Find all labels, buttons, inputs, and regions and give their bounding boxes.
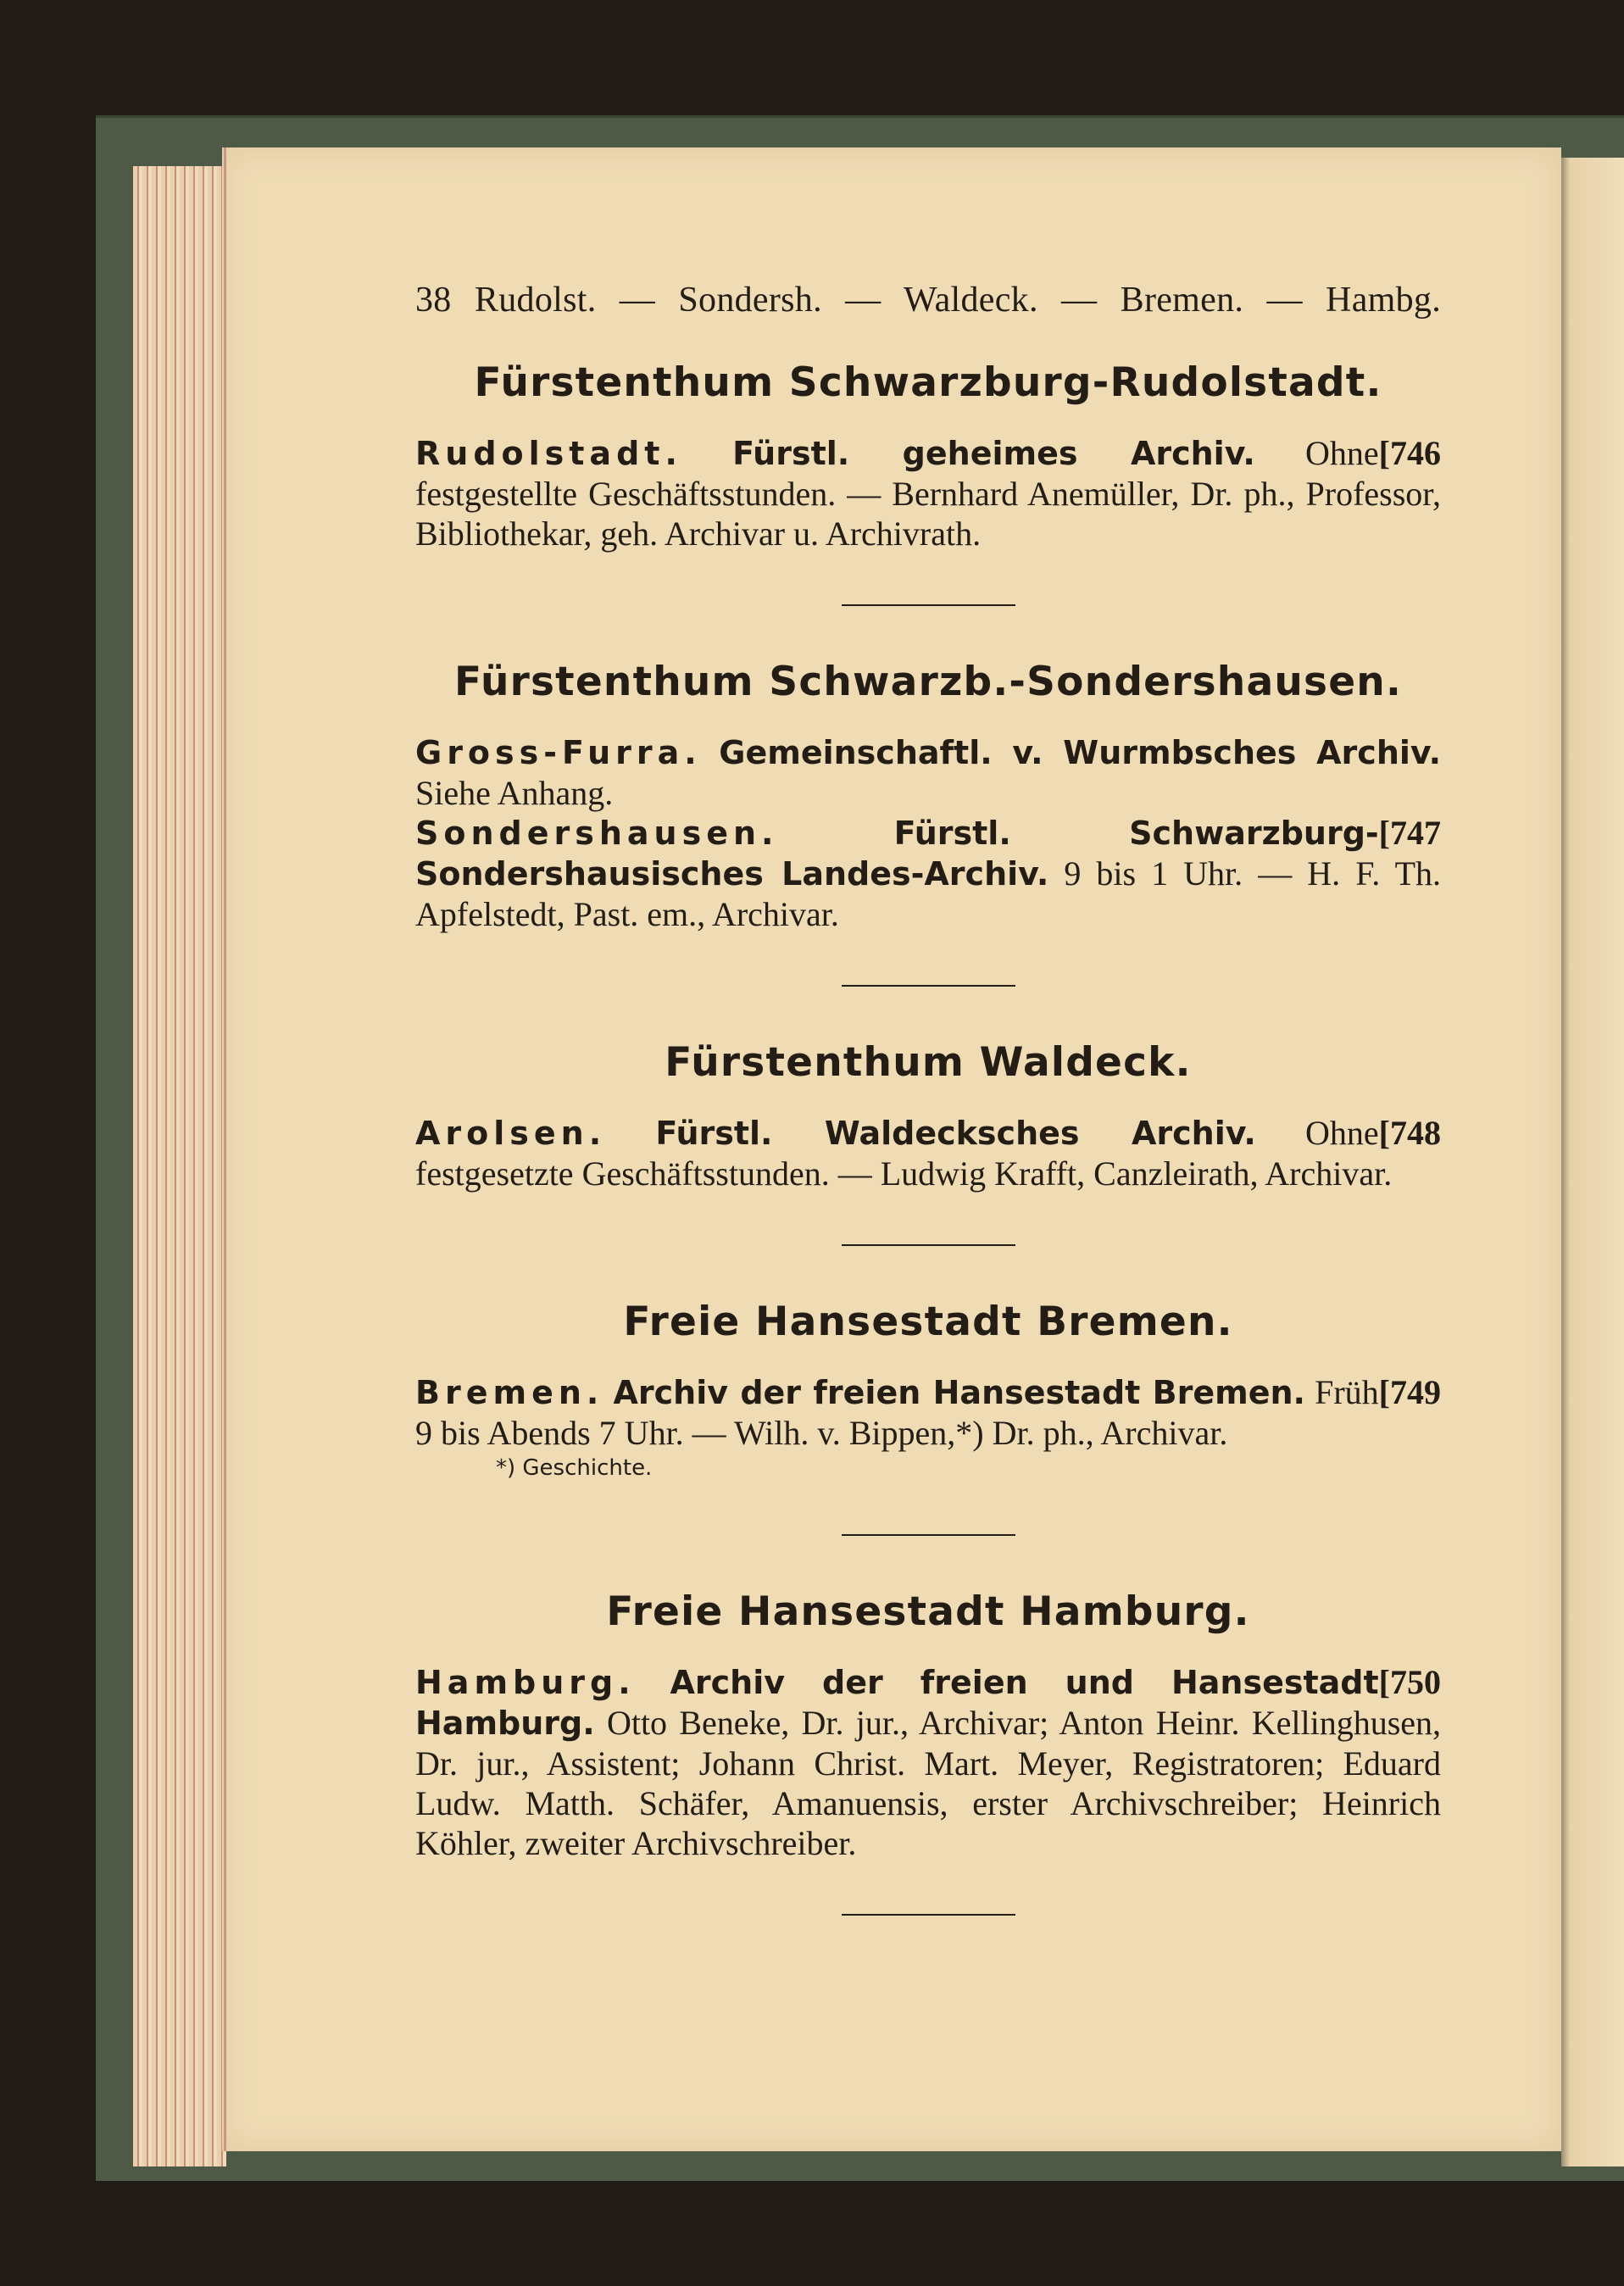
entry-number: [749 (1378, 1373, 1441, 1411)
running-title: Rudolst. — Sondersh. — Waldeck. — Bremen. — Hambg. (474, 281, 1442, 320)
entry-body: 9 bis 1 Uhr. — H. F. Th. Apfelstedt, Past. em., Archivar. (415, 854, 1442, 933)
entry-place: Gross-Furra. (415, 734, 702, 771)
entry-number: [748 (1378, 1114, 1441, 1152)
archive-entry (415, 732, 1441, 813)
entry-institution: Fürstl. geheimes Archiv. (732, 435, 1255, 472)
archive-entry (415, 813, 1441, 934)
footnote: *) Geschichte. (496, 1455, 653, 1481)
entry-number: [750 (1378, 1663, 1441, 1701)
section-divider (842, 1534, 1015, 1536)
entry-institution: Archiv der freien Hansestadt Bremen. (613, 1374, 1305, 1411)
entry-institution: Fürstl. Waldecksches Archiv. (655, 1115, 1256, 1152)
entry-institution: Archiv der freien und Hansestadt Hamburg. (415, 1664, 1379, 1742)
entry-place: Arolsen. (415, 1115, 607, 1152)
page-number: 38 (415, 281, 452, 320)
section-title: Freie Hansestadt Bremen. (623, 1299, 1233, 1345)
page-edges (133, 166, 226, 2166)
section-title: Freie Hansestadt Hamburg. (606, 1588, 1250, 1635)
entry-body: Ohne festgesetzte Geschäftsstunden. — Ludwig Krafft, Canzleirath, Archivar. (415, 1114, 1393, 1193)
section-title: Fürstenthum Waldeck. (665, 1039, 1192, 1086)
entry-place: Hamburg. (415, 1664, 636, 1701)
facing-page-edge (1561, 158, 1624, 2166)
archive-entry (415, 433, 1441, 553)
entry-institution: Gemeinschaftl. v. Wurmbsches Archiv. (719, 734, 1442, 771)
section-divider (842, 604, 1015, 606)
section-title: Fürstenthum Schwarzb.-Sondershausen. (453, 659, 1403, 705)
page-text (415, 280, 1441, 1968)
archive-entry (415, 1372, 1441, 1453)
archive-entry (415, 1662, 1441, 1863)
entry-body: Ohne festgestellte Geschäftsstunden. — Bernhard Anemüller, Dr. ph., Professor, Bibliothekar, geh. Archivar u. Archivrath. (415, 434, 1441, 553)
entry-number: [746 (1378, 434, 1441, 472)
entry-institution: Fürstl. Schwarzburg-Sondershausisches Landes-Archiv. (415, 815, 1379, 893)
archive-entry (415, 1113, 1441, 1193)
entry-body: Otto Beneke, Dr. jur., Archivar; Anton Heinr. Kellinghusen, Dr. jur., Assistent; Johann Christ. Mart. Meyer, Registratoren; Eduard Ludw. Matth. Schäfer, Amanuensis, erster Archivschreiber; Heinrich Köhler, zweiter Archivschreiber. (415, 1704, 1442, 1862)
section-divider (842, 1914, 1015, 1916)
section-divider (842, 1244, 1015, 1246)
running-header (415, 280, 1441, 320)
entry-body: Siehe Anhang. (415, 774, 614, 812)
entry-place: Rudolstadt. (415, 435, 682, 472)
entry-place: Sondershausen. (415, 815, 779, 852)
entry-body: Früh 9 bis Abends 7 Uhr. — Wilh. v. Bippen,*) Dr. ph., Archivar. (415, 1373, 1379, 1452)
entry-number: [747 (1378, 814, 1441, 852)
section-title: Fürstenthum Schwarzburg-Rudolstadt. (474, 359, 1382, 406)
entry-place: Bremen. (415, 1374, 604, 1411)
gutter-line (224, 147, 226, 2151)
section-divider (842, 985, 1015, 987)
